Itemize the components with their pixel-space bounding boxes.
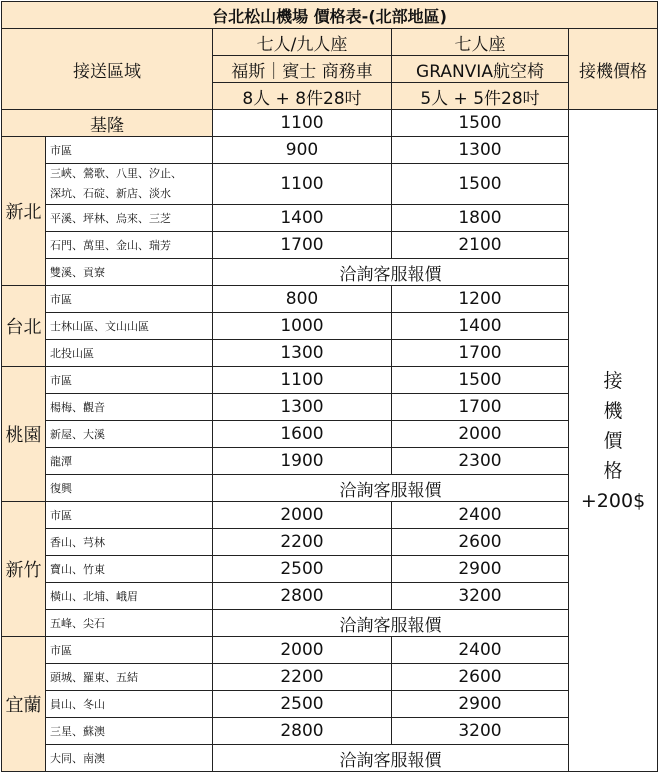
price-cell: 3200 bbox=[392, 718, 569, 745]
consult-cell: 洽詢客服報價 bbox=[213, 745, 569, 772]
price-cell: 2800 bbox=[213, 718, 392, 745]
price-cell: 1400 bbox=[213, 205, 392, 232]
price-cell: 1100 bbox=[213, 164, 392, 205]
region-label: 桃園 bbox=[2, 367, 46, 502]
area-cell: 北投山區 bbox=[46, 340, 213, 367]
area-cell: 三峽、鶯歌、八里、汐止、 深坑、石碇、新店、淡水 bbox=[46, 164, 213, 205]
area-cell: 橫山、北埔、峨眉 bbox=[46, 583, 213, 610]
consult-cell: 洽詢客服報價 bbox=[213, 610, 569, 637]
col2-header-line2: GRANVIA航空椅 bbox=[392, 56, 569, 83]
price-cell: 1300 bbox=[392, 137, 569, 164]
col2-header-line1: 七人座 bbox=[392, 29, 569, 56]
price-cell: 2600 bbox=[392, 529, 569, 556]
area-cell: 市區 bbox=[46, 637, 213, 664]
price-cell: 2500 bbox=[213, 691, 392, 718]
price-cell: 1900 bbox=[213, 448, 392, 475]
area-cell: 新屋、大溪 bbox=[46, 421, 213, 448]
price-cell: 2000 bbox=[213, 502, 392, 529]
area-cell: 楊梅、觀音 bbox=[46, 394, 213, 421]
area-cell: 市區 bbox=[46, 502, 213, 529]
price-cell: 1000 bbox=[213, 313, 392, 340]
price-cell: 2100 bbox=[392, 232, 569, 259]
price-cell: 900 bbox=[213, 137, 392, 164]
price-cell: 3200 bbox=[392, 583, 569, 610]
price-cell: 2000 bbox=[392, 421, 569, 448]
price-cell: 1400 bbox=[392, 313, 569, 340]
price-cell: 1300 bbox=[213, 394, 392, 421]
col2-header-line3: 5人 + 5件28吋 bbox=[392, 83, 569, 110]
price-cell: 2900 bbox=[392, 691, 569, 718]
area-cell: 三星、蘇澳 bbox=[46, 718, 213, 745]
price-cell: 2400 bbox=[392, 502, 569, 529]
price-cell: 1600 bbox=[213, 421, 392, 448]
price-cell: 2200 bbox=[213, 664, 392, 691]
keelung-price-2: 1500 bbox=[392, 110, 569, 137]
price-cell: 2000 bbox=[213, 637, 392, 664]
area-cell: 平溪、坪林、烏來、三芝 bbox=[46, 205, 213, 232]
region-label: 新北 bbox=[2, 137, 46, 286]
area-cell: 頭城、羅東、五結 bbox=[46, 664, 213, 691]
area-cell: 寶山、竹東 bbox=[46, 556, 213, 583]
price-cell: 2300 bbox=[392, 448, 569, 475]
price-cell: 1300 bbox=[213, 340, 392, 367]
price-table bbox=[1, 1, 658, 772]
page-title: 台北松山機場 價格表-(北部地區) bbox=[2, 2, 658, 29]
area-cell: 員山、冬山 bbox=[46, 691, 213, 718]
col1-header-line3: 8人 + 8件28吋 bbox=[213, 83, 392, 110]
consult-cell: 洽詢客服報價 bbox=[213, 475, 569, 502]
area-cell: 市區 bbox=[46, 367, 213, 394]
price-cell: 2800 bbox=[213, 583, 392, 610]
keelung-price-1: 1100 bbox=[213, 110, 392, 137]
area-cell: 士林山區、文山山區 bbox=[46, 313, 213, 340]
price-cell: 2400 bbox=[392, 637, 569, 664]
col1-header-line2: 福斯｜賓士 商務車 bbox=[213, 56, 392, 83]
area-cell: 雙溪、貢寮 bbox=[46, 259, 213, 286]
price-cell: 1800 bbox=[392, 205, 569, 232]
area-cell: 市區 bbox=[46, 286, 213, 313]
price-cell: 2200 bbox=[213, 529, 392, 556]
price-cell: 1100 bbox=[213, 367, 392, 394]
price-cell: 1500 bbox=[392, 164, 569, 205]
area-cell: 龍潭 bbox=[46, 448, 213, 475]
price-cell: 2500 bbox=[213, 556, 392, 583]
price-cell: 1500 bbox=[392, 367, 569, 394]
consult-cell: 洽詢客服報價 bbox=[213, 259, 569, 286]
area-cell: 石門、萬里、金山、瑞芳 bbox=[46, 232, 213, 259]
area-cell: 大同、南澳 bbox=[46, 745, 213, 772]
pickup-surcharge: 接 機 價 格 +200$ bbox=[569, 110, 658, 772]
price-cell: 1700 bbox=[392, 394, 569, 421]
zone-header: 接送區域 bbox=[2, 29, 213, 110]
pickup-header: 接機價格 bbox=[569, 29, 658, 110]
area-cell: 香山、芎林 bbox=[46, 529, 213, 556]
keelung-label: 基隆 bbox=[2, 110, 213, 137]
price-cell: 1700 bbox=[213, 232, 392, 259]
price-cell: 800 bbox=[213, 286, 392, 313]
price-cell: 1200 bbox=[392, 286, 569, 313]
region-label: 新竹 bbox=[2, 502, 46, 637]
price-cell: 2900 bbox=[392, 556, 569, 583]
region-label: 台北 bbox=[2, 286, 46, 367]
area-cell: 復興 bbox=[46, 475, 213, 502]
col1-header-line1: 七人/九人座 bbox=[213, 29, 392, 56]
area-cell: 五峰、尖石 bbox=[46, 610, 213, 637]
region-label: 宜蘭 bbox=[2, 637, 46, 772]
price-cell: 1700 bbox=[392, 340, 569, 367]
area-cell: 市區 bbox=[46, 137, 213, 164]
price-cell: 2600 bbox=[392, 664, 569, 691]
